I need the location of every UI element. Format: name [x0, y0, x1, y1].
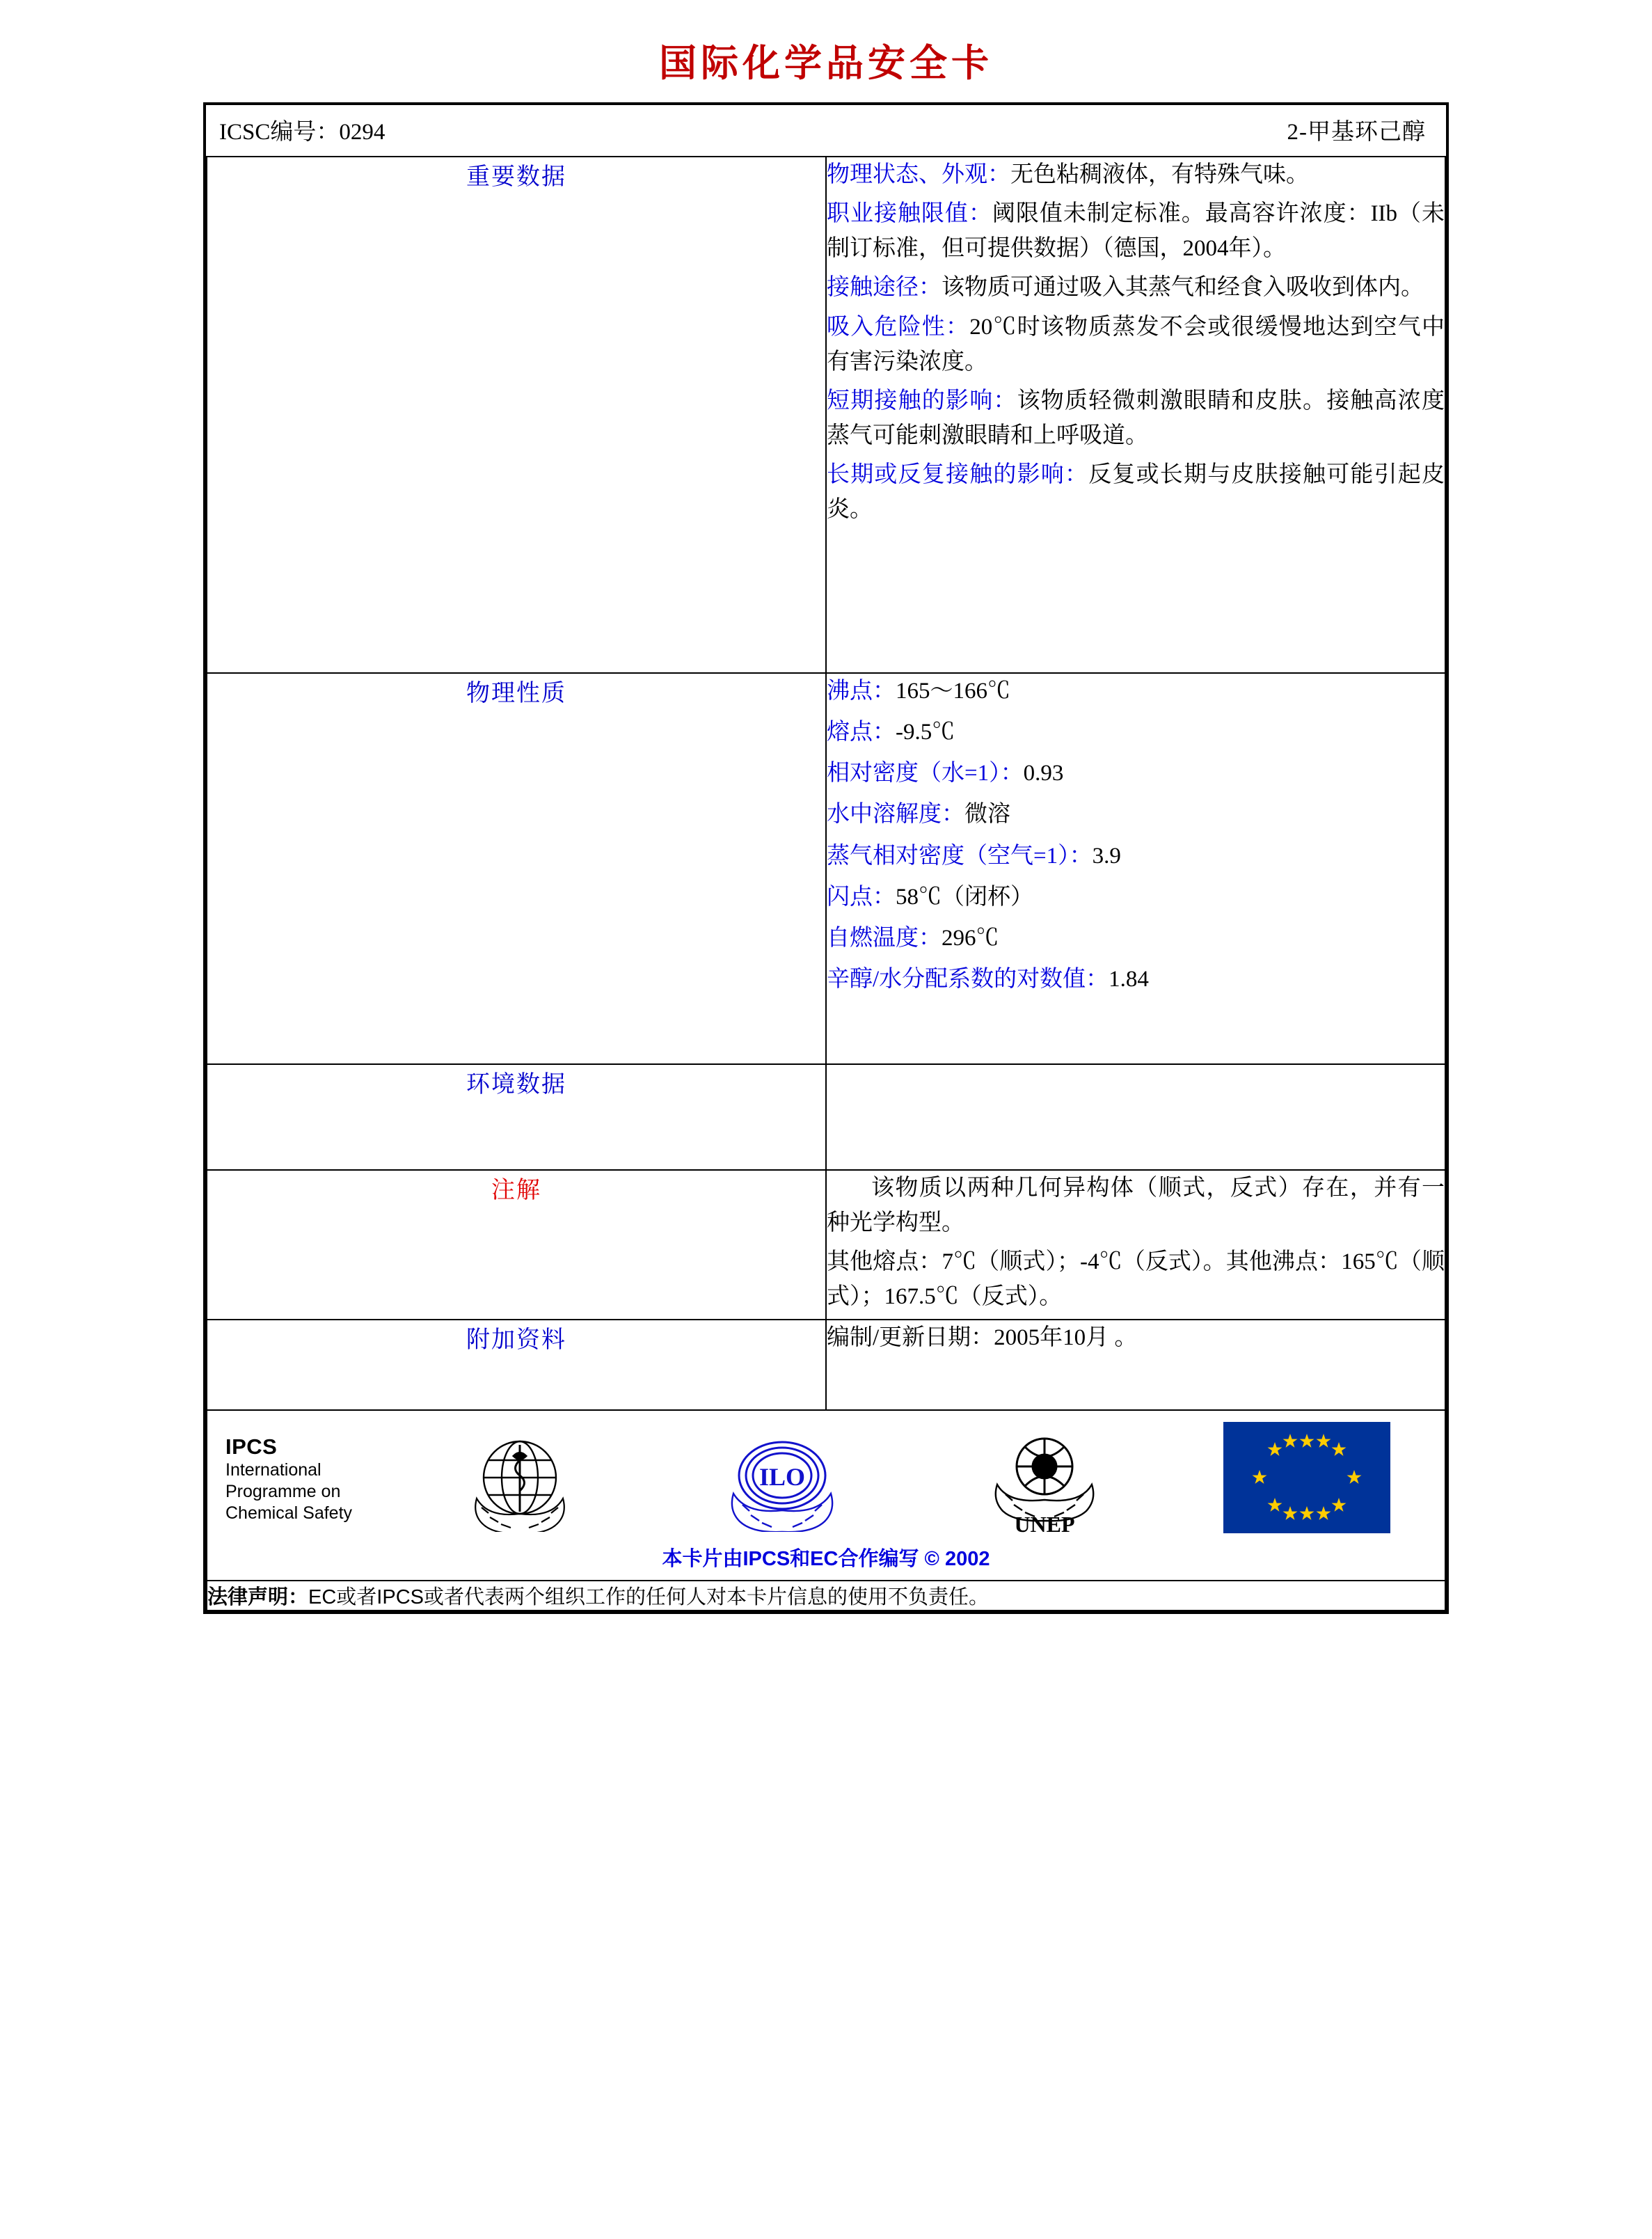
- item-value: 1.84: [1109, 967, 1149, 992]
- item-value: 20℃时该物质蒸发不会或很缓慢地达到空气中有害污染浓度。: [827, 314, 1445, 374]
- item-key: 短期接触的影响：: [827, 388, 1017, 413]
- notes-line: 其他熔点：7℃（顺式）；-4℃（反式）。其他沸点：165℃（顺式）；167.5℃（反式）。: [827, 1249, 1445, 1310]
- property-item: [827, 797, 1445, 832]
- notes-label: 注解: [207, 1170, 826, 1320]
- property-item: [827, 674, 1445, 709]
- item-key: 长期或反复接触的影响：: [827, 462, 1089, 488]
- physical-properties-label: 物理性质: [207, 673, 826, 1064]
- important-data-item: [827, 196, 1445, 266]
- item-key: 闪点：: [827, 884, 896, 910]
- physical-properties-content: [826, 673, 1445, 1064]
- ipcs-full-name-line2: Programme on: [225, 1482, 341, 1502]
- environmental-data-content: [826, 1064, 1445, 1170]
- item-key: 水中溶解度：: [827, 802, 964, 828]
- ipcs-abbreviation: IPCS: [225, 1434, 278, 1459]
- icsc-number-value: 0294: [339, 120, 386, 145]
- who-logo: [454, 1424, 586, 1535]
- ilo-logo-slot: [651, 1424, 913, 1535]
- item-value: 165～166℃: [896, 679, 1010, 704]
- item-value: 58℃（闭杯）: [896, 884, 1033, 910]
- notes-content: [826, 1170, 1445, 1320]
- important-data-item: [827, 270, 1445, 305]
- substance-name: 2-甲基环己醇: [1287, 120, 1426, 145]
- item-value: 微溶: [964, 802, 1010, 828]
- ipcs-full-name-line3: Chemical Safety: [225, 1503, 353, 1524]
- item-key: 沸点：: [827, 679, 896, 704]
- unep-logo-slot: [913, 1421, 1175, 1539]
- legal-text: EC或者IPCS或者代表两个组织工作的任何人对本卡片信息的使用不负责任。: [308, 1585, 989, 1608]
- eu-flag-slot: [1175, 1422, 1438, 1537]
- property-item: [827, 715, 1445, 750]
- copyright-text: © 2002: [924, 1547, 990, 1570]
- item-value: 无色粘稠液体，有特殊气味。: [1010, 162, 1309, 187]
- property-item: [827, 962, 1445, 997]
- property-item: [827, 880, 1445, 915]
- legal-cell: [207, 1581, 1445, 1611]
- additional-info-row: [207, 1320, 1445, 1410]
- item-value: 阈限值未制定标准。最高容许浓度：IIb（未制订标准，但可提供数据）（德国，2004年）。: [827, 201, 1445, 262]
- ilo-logo: [716, 1424, 848, 1535]
- icsc-number-label: ICSC编号：: [219, 120, 340, 145]
- icsc-table: [206, 105, 1446, 1611]
- important-data-item: [827, 310, 1445, 379]
- item-key: 相对密度（水=1）：: [827, 761, 1024, 786]
- who-logo-slot: [388, 1424, 651, 1535]
- item-key: 吸入危险性：: [827, 314, 970, 340]
- property-item: [827, 921, 1445, 956]
- important-data-row: [207, 157, 1445, 673]
- item-key: 辛醇/水分配系数的对数值：: [827, 967, 1109, 992]
- ipcs-full-name-line1: International: [225, 1460, 321, 1480]
- important-data-item: [827, 383, 1445, 453]
- item-key: 自燃温度：: [827, 925, 942, 951]
- item-key: 物理状态、外观：: [827, 162, 1010, 187]
- item-key: 蒸气相对密度（空气=1）：: [827, 843, 1093, 869]
- physical-properties-row: [207, 673, 1445, 1064]
- legal-label: 法律声明：: [207, 1585, 309, 1608]
- notes-row: [207, 1170, 1445, 1320]
- item-value: 该物质可通过吸入其蒸气和经食入吸收到体内。: [942, 275, 1424, 301]
- notes-line: 该物质以两种几何异构体（顺式，反式）存在，并有一种光学构型。: [827, 1176, 1445, 1236]
- card-header-row: [207, 105, 1445, 157]
- property-item: [827, 839, 1445, 873]
- credit-text: 本卡片由IPCS和EC合作编写: [662, 1547, 919, 1570]
- eu-flag-logo: [1223, 1422, 1390, 1537]
- unep-label: UNEP: [1013, 1511, 1075, 1535]
- important-data-item: [827, 157, 1445, 192]
- item-key: 熔点：: [827, 720, 896, 745]
- credit-line: [207, 1542, 1445, 1580]
- item-value: 296℃: [942, 925, 999, 951]
- svg-text:ILO: ILO: [759, 1462, 805, 1491]
- page-title: 国际化学品安全卡: [659, 42, 993, 84]
- important-data-item: [827, 457, 1445, 527]
- footer-logos-cell: [207, 1410, 1445, 1581]
- item-key: 职业接触限值：: [827, 201, 992, 227]
- environmental-data-label: 环境数据: [207, 1064, 826, 1170]
- important-data-label: 重要数据: [207, 157, 826, 673]
- item-value: 3.9: [1092, 843, 1121, 869]
- item-key: 接触途径：: [827, 275, 942, 301]
- icsc-card: [203, 102, 1449, 1614]
- icsc-number-group: [219, 113, 385, 146]
- additional-info-content: 编制/更新日期：2005年10月 。: [826, 1320, 1445, 1410]
- unep-logo: [975, 1421, 1114, 1539]
- item-value: 0.93: [1023, 761, 1064, 786]
- ipcs-block: [214, 1434, 388, 1524]
- additional-info-label: 附加资料: [207, 1320, 826, 1410]
- property-item: [827, 756, 1445, 791]
- environmental-data-row: [207, 1064, 1445, 1170]
- footer-logos-row: [207, 1410, 1445, 1581]
- important-data-content: [826, 157, 1445, 673]
- legal-row: [207, 1581, 1445, 1611]
- item-value: -9.5℃: [896, 720, 955, 745]
- item-value: 该物质轻微刺激眼睛和皮肤。接触高浓度蒸气可能刺激眼睛和上呼吸道。: [827, 388, 1445, 449]
- card-header-cell: [207, 105, 1445, 157]
- item-value: 反复或长期与皮肤接触可能引起皮炎。: [827, 462, 1445, 523]
